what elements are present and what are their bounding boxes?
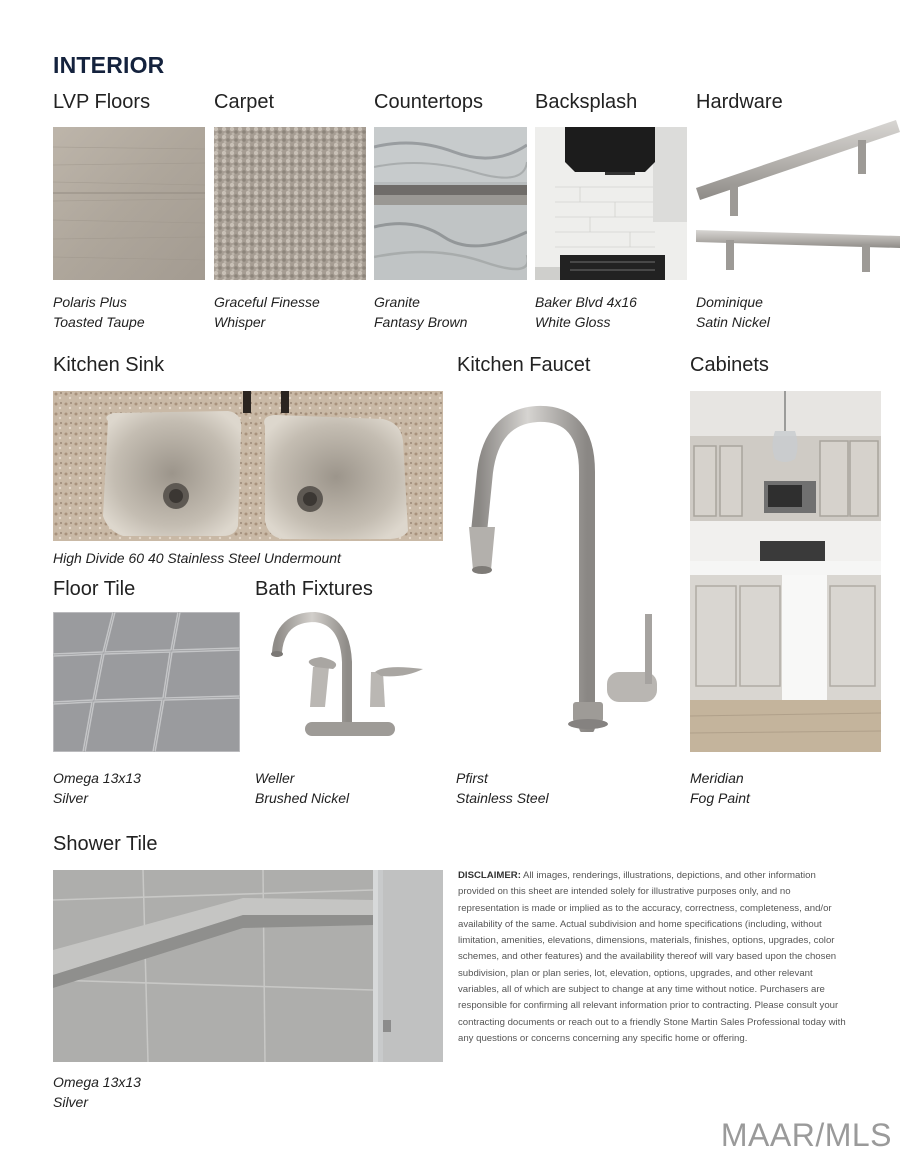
floor-tile-caption-line1: Omega 13x13 (53, 770, 141, 786)
kitchen-faucet-caption-line1: Pfirst (456, 770, 488, 786)
carpet-title: Carpet (214, 91, 275, 113)
carpet-caption-line1: Graceful Finesse (214, 294, 320, 310)
shower-tile-caption (53, 1072, 141, 1112)
cabinets-caption-line2: Fog Paint (690, 790, 750, 806)
floor-tile-caption-line2: Silver (53, 790, 89, 806)
cabinets-caption-line1: Meridian (690, 770, 744, 786)
carpet-image (214, 127, 366, 280)
lvp-floors-caption-line1: Polaris Plus (53, 294, 127, 310)
kitchen-sink-caption: High Divide 60 40 Stainless Steel Undermount (53, 550, 341, 566)
shower-tile-title: Shower Tile (53, 833, 158, 855)
kitchen-sink-image (53, 391, 443, 541)
backsplash-title: Backsplash (535, 91, 638, 113)
countertops-caption-line2: Fantasy Brown (374, 314, 468, 330)
bath-fixtures-caption-line1: Weller (255, 770, 295, 786)
hardware-caption-line2: Satin Nickel (696, 314, 770, 330)
lvp-floors-caption (53, 292, 145, 332)
countertops-title: Countertops (374, 91, 483, 113)
backsplash-caption (535, 292, 637, 332)
countertops-caption-line1: Granite (374, 294, 420, 310)
backsplash-image (535, 127, 687, 280)
floor-tile-caption (53, 768, 141, 808)
countertops-image (374, 127, 527, 280)
floor-tile-image (53, 612, 240, 752)
carpet-caption-line2: Whisper (214, 314, 266, 330)
lvp-floors-image (53, 127, 205, 280)
bath-fixtures-caption-line2: Brushed Nickel (255, 790, 350, 806)
kitchen-faucet-caption-line2: Stainless Steel (456, 790, 549, 806)
disclaimer (458, 868, 853, 1047)
bath-fixtures-title: Bath Fixtures (255, 578, 373, 600)
countertops-caption (374, 292, 467, 332)
floor-tile-title: Floor Tile (53, 578, 136, 600)
backsplash-caption-line2: White Gloss (535, 314, 611, 330)
disclaimer-text: All images, renderings, illustrations, depictions, and other information provided on this sheet are intended solely for illustrative purposes only, and no representation is made or implied as to the accuracy, correctness, completeness, and/or availability of the same. Actual subdivision and home specifications (including, without limitation, amenities, elevations, dimensions, materials, finishes, options, upgrades, color schemes, and other features) and the availability thereof will vary based upon the chosen subdivision, plan or plan series, lot, elevation, options, upgrades, and other relevant variables, all of which are subject to change at any time without notice. Purchasers are responsible for confirming all relevant information prior to contracting. Please consult your contracting documents or reach out to a friendly Stone Martin Sales Professional today with any questions or concerns concerning any specific home or offering. (458, 870, 846, 1044)
kitchen-faucet-image (457, 392, 682, 732)
cabinets-caption (690, 768, 750, 808)
hardware-caption-line1: Dominique (696, 294, 763, 310)
shower-tile-caption-line2: Silver (53, 1094, 89, 1110)
lvp-floors-caption-line2: Toasted Taupe (53, 314, 145, 330)
page-title: INTERIOR (53, 52, 165, 78)
cabinets-image (690, 391, 881, 752)
hardware-image (696, 118, 900, 278)
carpet-caption (214, 292, 320, 332)
shower-tile-caption-line1: Omega 13x13 (53, 1074, 141, 1090)
disclaimer-label: DISCLAIMER: (458, 870, 521, 881)
kitchen-faucet-caption (456, 768, 549, 808)
hardware-title: Hardware (696, 91, 783, 113)
bath-fixtures-caption (255, 768, 349, 808)
kitchen-faucet-title: Kitchen Faucet (457, 354, 591, 376)
hardware-caption (696, 292, 770, 332)
backsplash-caption-line1: Baker Blvd 4x16 (535, 294, 637, 310)
kitchen-sink-title: Kitchen Sink (53, 354, 165, 376)
watermark: MAAR/MLS (720, 1117, 892, 1153)
bath-fixtures-image (255, 612, 440, 752)
cabinets-title: Cabinets (690, 354, 769, 376)
lvp-floors-title: LVP Floors (53, 91, 151, 113)
shower-tile-image (53, 870, 443, 1062)
